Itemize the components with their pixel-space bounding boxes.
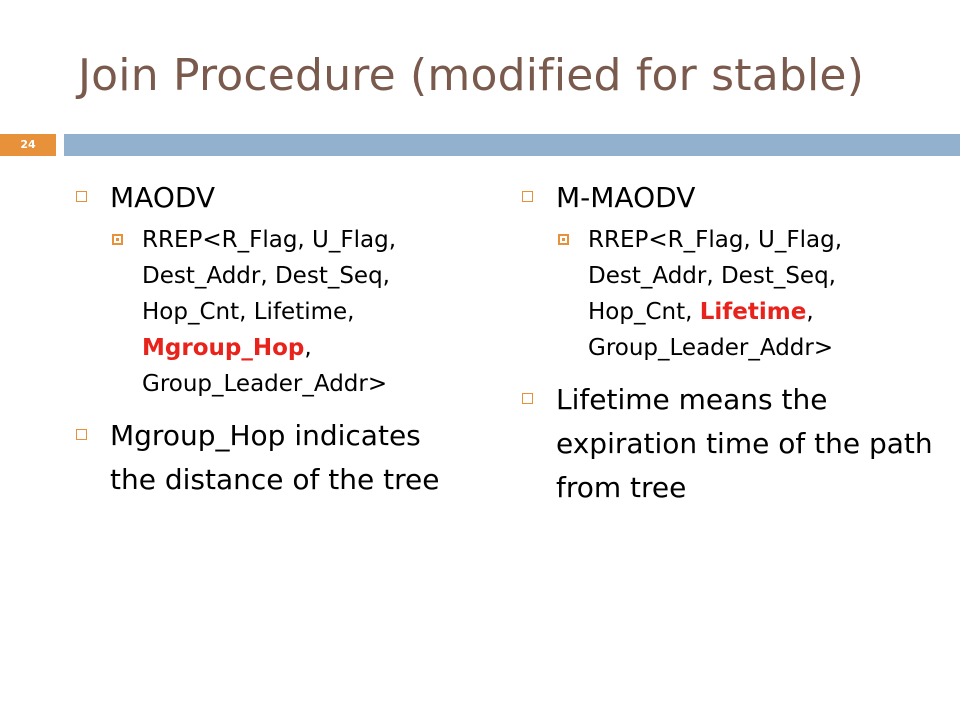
rrep-segment: , Group_Leader_Addr> — [142, 335, 388, 397]
left-column — [76, 176, 468, 502]
filled-square-bullet-icon — [112, 234, 123, 245]
square-bullet-icon — [522, 393, 533, 404]
rrep-highlight-mgroup-hop: Mgroup_Hop — [142, 335, 305, 361]
rrep-segment: RREP<R_Flag, U_Flag, Dest_Addr, Dest_Seq, Hop_Cnt, Lifetime, — [142, 227, 397, 325]
slide-title: Join Procedure (modified for stable) — [78, 50, 865, 101]
maodv-heading: MAODV — [110, 181, 216, 214]
square-bullet-icon — [76, 191, 87, 202]
bullet-mgroup-hop-note — [76, 414, 468, 502]
slide-number: 24 — [0, 134, 56, 156]
lifetime-note: Lifetime means the expiration time of the path from tree — [556, 383, 933, 504]
rrep-segment: RREP<R_Flag, U_Flag, Dest_Addr, Dest_Seq, Hop_Cnt, — [588, 227, 843, 325]
filled-square-bullet-icon — [558, 234, 569, 245]
title-accent-bar — [64, 134, 960, 156]
right-column — [522, 176, 934, 510]
bullet-m-maodv — [522, 176, 934, 220]
rrep-segment: , Group_Leader_Addr> — [588, 299, 834, 361]
m-maodv-heading: M-MAODV — [556, 181, 696, 214]
rrep-highlight-lifetime: Lifetime — [699, 299, 807, 325]
bullet-lifetime-note — [522, 378, 934, 510]
sub-bullet-m-maodv-rrep — [556, 222, 934, 366]
mgroup-hop-note: Mgroup_Hop indicates the distance of the tree — [110, 419, 440, 496]
square-bullet-icon — [522, 191, 533, 202]
bullet-maodv — [76, 176, 468, 220]
square-bullet-icon — [76, 429, 87, 440]
sub-bullet-maodv-rrep — [110, 222, 468, 402]
